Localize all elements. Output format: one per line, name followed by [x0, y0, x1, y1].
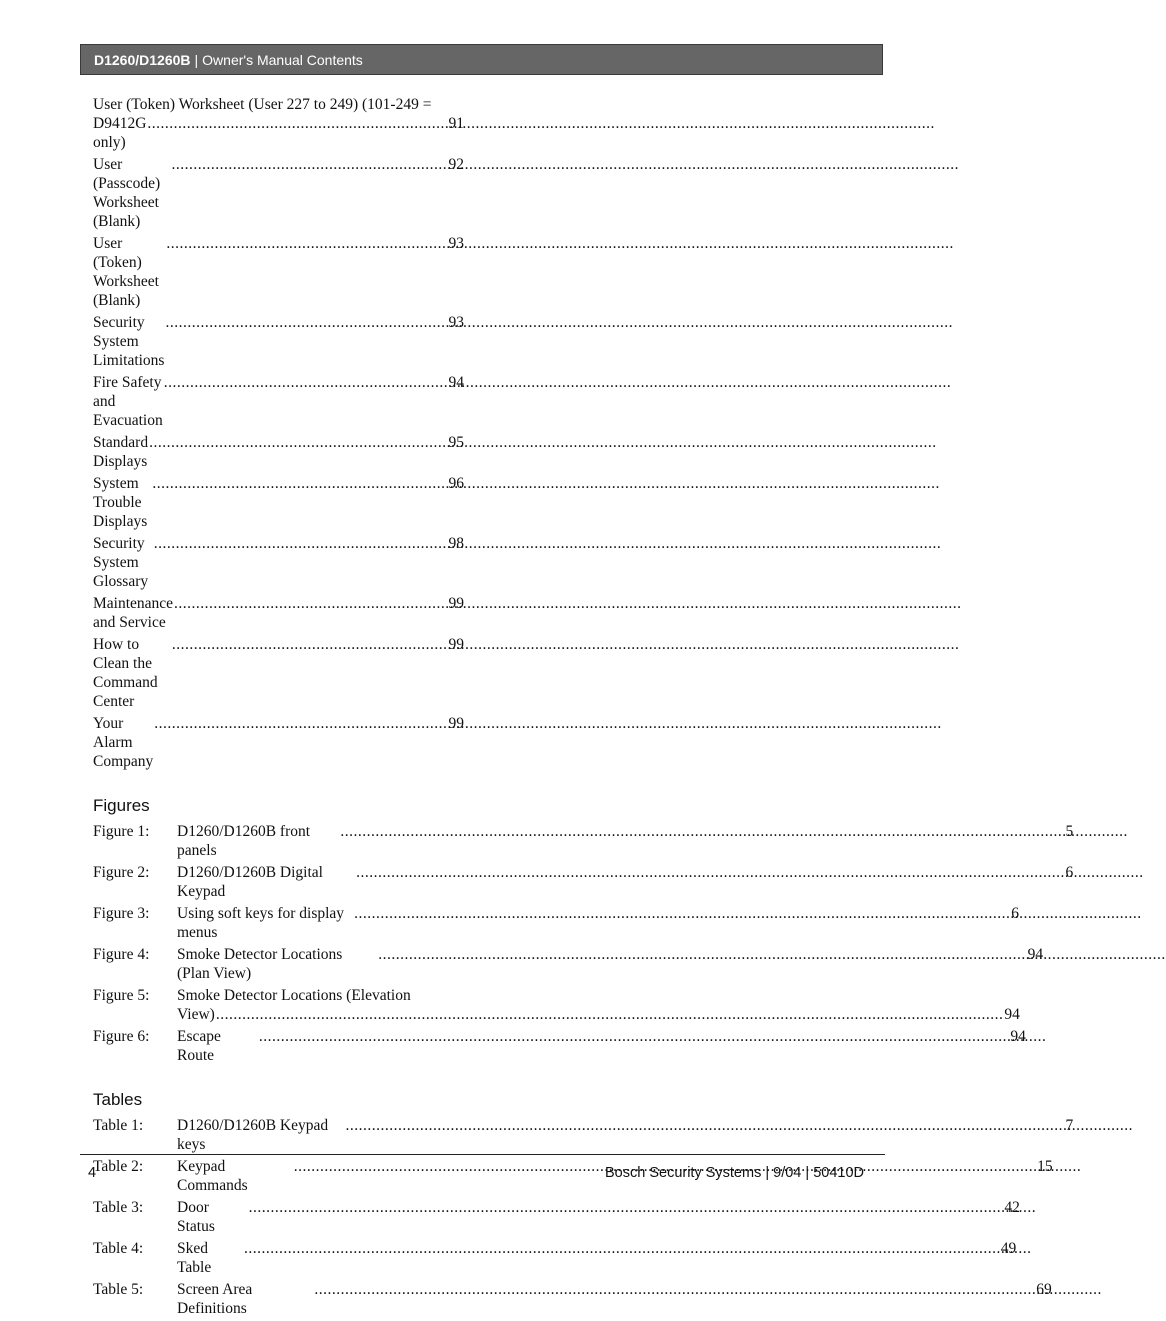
figure-page: 94 [1010, 1028, 1026, 1045]
toc-entry-text: Security System Limitations [93, 314, 165, 369]
dot-leader [244, 1239, 1000, 1258]
figure-title-line2: View) [177, 1006, 215, 1023]
figure-page: 6 [1065, 864, 1074, 881]
footer-page-number: 4 [88, 1165, 97, 1181]
figure-entry[interactable] [93, 904, 1020, 942]
figure-title: Smoke Detector Locations (Plan View) [177, 946, 343, 982]
table-page: 15 [1037, 1158, 1053, 1175]
table-title: D1260/D1260B Keypad keys [177, 1117, 329, 1153]
table-number: Table 4: [93, 1240, 144, 1257]
toc-entry-page: 95 [448, 434, 464, 451]
page-header [80, 44, 883, 75]
figure-entry[interactable] [93, 1027, 1026, 1065]
figure-page: 5 [1065, 823, 1074, 840]
table-page: 42 [1004, 1199, 1020, 1216]
toc-entry-text: User (Passcode) Worksheet (Blank) [93, 156, 161, 230]
dot-leader [340, 822, 1064, 841]
toc-entry-page: 94 [448, 374, 464, 391]
figures-section [93, 796, 1074, 1065]
toc-entry-text-line2: D9412G only) [93, 115, 147, 151]
toc-entry-text: System Trouble Displays [93, 475, 148, 530]
table-number: Table 2: [93, 1158, 144, 1175]
dot-leader [249, 1198, 1004, 1217]
dot-leader [171, 155, 447, 174]
header-model: D1260/D1260B [94, 51, 191, 68]
toc-entry-text: Your Alarm Company [93, 715, 154, 770]
dot-leader [165, 313, 447, 332]
toc-entry-text: How to Clean the Command Center [93, 636, 158, 710]
toc-entry[interactable] [93, 95, 464, 152]
dot-leader [356, 863, 1064, 882]
toc-entry[interactable] [93, 234, 464, 310]
toc-entry-page: 91 [448, 115, 464, 132]
toc-entry-page: 99 [448, 595, 464, 612]
figure-title-line1: Smoke Detector Locations (Elevation [177, 987, 411, 1004]
dot-leader [259, 1027, 1010, 1046]
figure-title: Escape Route [177, 1028, 221, 1064]
figure-title: D1260/D1260B Digital Keypad [177, 864, 323, 900]
toc-entry[interactable] [93, 433, 464, 471]
toc-entry-text: Fire Safety and Evacuation [93, 374, 163, 429]
table-number: Table 1: [93, 1117, 144, 1134]
figure-number: Figure 2: [93, 864, 150, 881]
figure-page: 6 [1011, 905, 1020, 922]
table-entry[interactable] [93, 1198, 1020, 1236]
table-entry[interactable] [93, 1116, 1074, 1154]
table-entry[interactable] [93, 1239, 1017, 1277]
toc-entry-page: 99 [448, 715, 464, 732]
figure-number: Figure 3: [93, 905, 150, 922]
dot-leader [154, 714, 447, 733]
table-title: Door Status [177, 1199, 215, 1235]
figure-title: D1260/D1260B front panels [177, 823, 311, 859]
figure-number: Figure 5: [93, 987, 150, 1004]
figures-heading: Figures [93, 796, 150, 815]
dot-leader [154, 534, 448, 553]
table-title: Sked Table [177, 1240, 212, 1276]
toc-entry-page: 98 [448, 535, 464, 552]
tables-heading: Tables [93, 1090, 143, 1109]
toc-entry[interactable] [93, 155, 464, 231]
table-page: 49 [1000, 1240, 1017, 1257]
footer-publisher: Bosch Security Systems | 9/04 | 50410D [605, 1165, 864, 1181]
table-entry[interactable] [93, 1280, 1052, 1318]
toc-entry-page: 96 [448, 475, 464, 492]
table-number: Table 3: [93, 1199, 144, 1216]
header-section: Owner's Manual Contents [202, 51, 363, 68]
figure-number: Figure 1: [93, 823, 150, 840]
toc-entry-page: 92 [448, 156, 464, 173]
toc-entry-text: User (Token) Worksheet (Blank) [93, 235, 159, 309]
footer-divider [80, 1154, 885, 1155]
dot-leader [166, 234, 447, 253]
toc-entry[interactable] [93, 635, 464, 711]
toc-entry-text: Maintenance and Service [93, 595, 174, 631]
figure-entry[interactable] [93, 986, 1020, 1024]
toc-entry[interactable] [93, 373, 464, 430]
dot-leader [314, 1280, 1035, 1299]
toc-entry-page: 99 [448, 636, 464, 653]
table-page: 69 [1036, 1281, 1052, 1298]
toc-entry-text: Security System Glossary [93, 535, 149, 590]
toc-entry-text-line1: User (Token) Worksheet (User 227 to 249) (101-249 = [93, 96, 432, 113]
dot-leader [172, 635, 448, 654]
table-title: Screen Area Definitions [177, 1281, 253, 1317]
table-number: Table 5: [93, 1281, 144, 1298]
dot-leader [354, 904, 1010, 923]
toc-entry[interactable] [93, 534, 464, 591]
figure-entry[interactable] [93, 822, 1074, 860]
dot-leader [216, 1005, 1004, 1024]
table-title: Keypad Commands [177, 1158, 248, 1194]
toc-entry[interactable] [93, 313, 464, 370]
dot-leader [164, 373, 448, 392]
figure-entry[interactable] [93, 945, 1044, 983]
figure-page: 94 [1004, 1006, 1020, 1023]
toc-entry-page: 93 [448, 235, 464, 252]
dot-leader [174, 594, 447, 613]
toc-entry-text: Standard Displays [93, 434, 149, 470]
header-separator: | [194, 51, 199, 68]
dot-leader [149, 433, 447, 452]
toc-entry[interactable] [93, 474, 464, 531]
figure-number: Figure 6: [93, 1028, 150, 1045]
figure-number: Figure 4: [93, 946, 150, 963]
figure-entry[interactable] [93, 863, 1074, 901]
dot-leader [378, 945, 1026, 964]
toc-entry[interactable] [93, 594, 464, 632]
dot-leader [147, 114, 447, 133]
toc-entry-page: 93 [448, 314, 464, 331]
figure-page: 94 [1027, 946, 1044, 963]
table-page: 7 [1065, 1117, 1074, 1134]
dot-leader [152, 474, 447, 493]
toc-entry[interactable] [93, 714, 464, 771]
dot-leader [345, 1116, 1064, 1135]
figure-title: Using soft keys for display menus [177, 905, 345, 941]
